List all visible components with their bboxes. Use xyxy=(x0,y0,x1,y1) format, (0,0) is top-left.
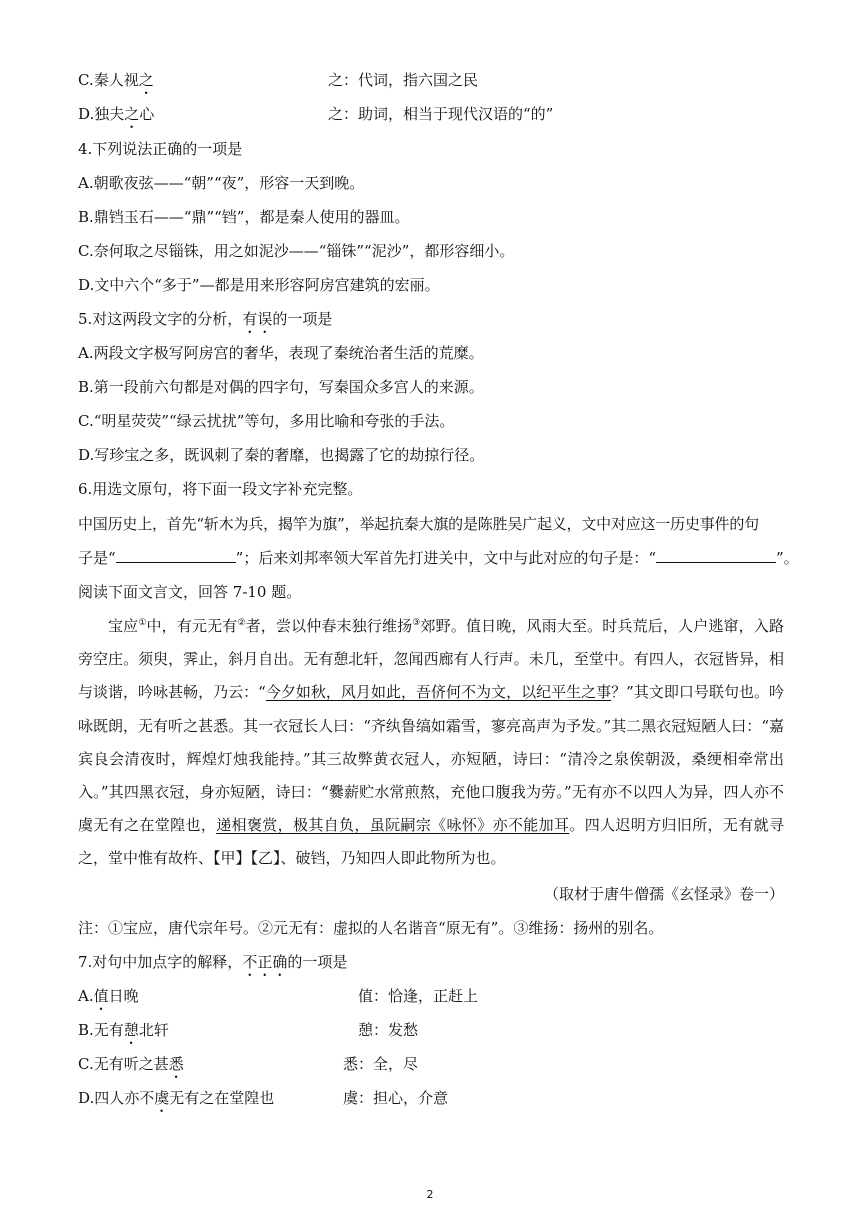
q3-option-d: D.独夫之心 xyxy=(78,105,155,123)
q7-option-d-note: 虞：担心，介意 xyxy=(343,1089,449,1107)
q4-stem: 4.下列说法正确的一项是 xyxy=(78,140,243,158)
q4-option-a: A.朝歌夜弦——“朝”“夜”，形容一天到晚。 xyxy=(78,174,365,192)
q5-stem: 5.对这两段文字的分析，有误的一项是 xyxy=(78,310,333,328)
footnote-mark-1: ① xyxy=(138,618,147,628)
q6-stem: 6.用选文原句，将下面一段文字补充完整。 xyxy=(78,480,363,498)
q3-option-d-note: 之：助词，相当于现代汉语的“的” xyxy=(328,105,554,123)
q7-stem: 7.对句中加点字的解释，不正确的一项是 xyxy=(78,953,348,971)
q6-line-1: 中国历史上，首先“斩木为兵，揭竿为旗”，举起抗秦大旗的是陈胜吴广起义，文中对应这一历史事件的句 xyxy=(78,515,759,533)
q4-option-d: D.文中六个“多于”—都是用来形容阿房宫建筑的宏丽。 xyxy=(78,276,440,294)
passage-source: （取材于唐牛僧孺《玄怪录》卷一） xyxy=(543,885,784,903)
q5-option-c: C.“明星荧荧”“绿云扰扰”等句，多用比喻和夸张的手法。 xyxy=(78,412,455,430)
underlined-sentence-2: 递相褒赏，极其自负，虽阮嗣宗《咏怀》亦不能加耳 xyxy=(216,816,570,835)
q6-blank-1[interactable] xyxy=(116,548,236,563)
passage-notes: 注：①宝应，唐代宗年号。②元无有：虚拟的人名谐音“原无有”。③维扬：扬州的别名。 xyxy=(78,919,664,937)
q7-option-c-note: 悉：全，尽 xyxy=(343,1055,419,1073)
q3-option-c-note: 之：代词，指六国之民 xyxy=(328,71,479,89)
reading-intro: 阅读下面文言文，回答 7-10 题。 xyxy=(78,583,302,601)
footnote-mark-3: ③ xyxy=(412,618,421,628)
q3-option-c: C.秦人视之 xyxy=(78,71,154,89)
q6-line-2: 子是“ ”；后来刘邦率领大军首先打进关中，文中与此对应的句子是：“ ”。 xyxy=(78,549,799,567)
q5-option-b: B.第一段前六句都是对偶的四字句，写秦国众多宫人的来源。 xyxy=(78,378,484,396)
footnote-mark-2: ② xyxy=(237,618,246,628)
q7-option-c: C.无有听之甚悉 xyxy=(78,1055,184,1073)
q7-option-a-note: 值：恰逢，正赶上 xyxy=(358,987,479,1005)
page-number: 2 xyxy=(426,1188,434,1201)
q7-option-b: B.无有憩北轩 xyxy=(78,1021,169,1039)
q6-blank-2[interactable] xyxy=(656,548,776,563)
q5-option-a: A.两段文字极写阿房宫的奢华，表现了秦统治者生活的荒糜。 xyxy=(78,344,484,362)
q7-option-b-note: 憩：发愁 xyxy=(358,1021,419,1039)
classical-passage: 宝应①中，有元无有②者，尝以仲春末独行维扬③郊野。值日晚，风雨大至。时兵荒后，人户逃窜，入路旁空庄。须臾，霁止，斜月自出。无有憩北轩，忽闻西廊有人行声。未几，至堂中。有四人，衣冠皆异，相与谈谐，吟咏甚畅，乃云：“今夕如秋，风月如此，吾侪何不为文，以纪平生之事？”其文即口号联句也。吟咏既朗，无有听之甚悉。其一衣冠长人曰：“齐纨鲁缟如霜雪，寥亮高声为予发。”其二黑衣冠短陋人曰：“嘉宾良会清夜时，辉煌灯烛我能持。”其三故弊黄衣冠人，亦短陋，诗曰：“清冷之泉俟朝汲，桑绠相牵常出入。”其四黑衣冠，身亦短陋，诗曰：“爨薪贮水常煎熬，充他口腹我为劳。”无有亦不以四人为异，四人亦不虞无有之在堂隍也，递相褒赏，极其自负，虽阮嗣宗《咏怀》亦不能加耳。四人迟明方归旧所，无有就寻之，堂中惟有故杵、【甲】【乙】、破铛，乃知四人即此物所为也。 xyxy=(78,617,784,868)
q4-option-b: B.鼎铛玉石——“鼎”“铛”，都是秦人使用的器皿。 xyxy=(78,208,410,226)
q7-option-d: D.四人亦不虞无有之在堂隍也 xyxy=(78,1089,275,1107)
underlined-sentence-1: 今夕如秋，风月如此，吾侪何不为文，以纪平生之事 xyxy=(265,683,612,702)
q5-option-d: D.写珍宝之多，既讽刺了秦的奢靡，也揭露了它的劫掠行径。 xyxy=(78,446,485,464)
q4-option-c: C.奈何取之尽锱铢，用之如泥沙——“锱铢”“泥沙”，都形容细小。 xyxy=(78,242,515,260)
q7-option-a: A.值日晚 xyxy=(78,987,139,1005)
